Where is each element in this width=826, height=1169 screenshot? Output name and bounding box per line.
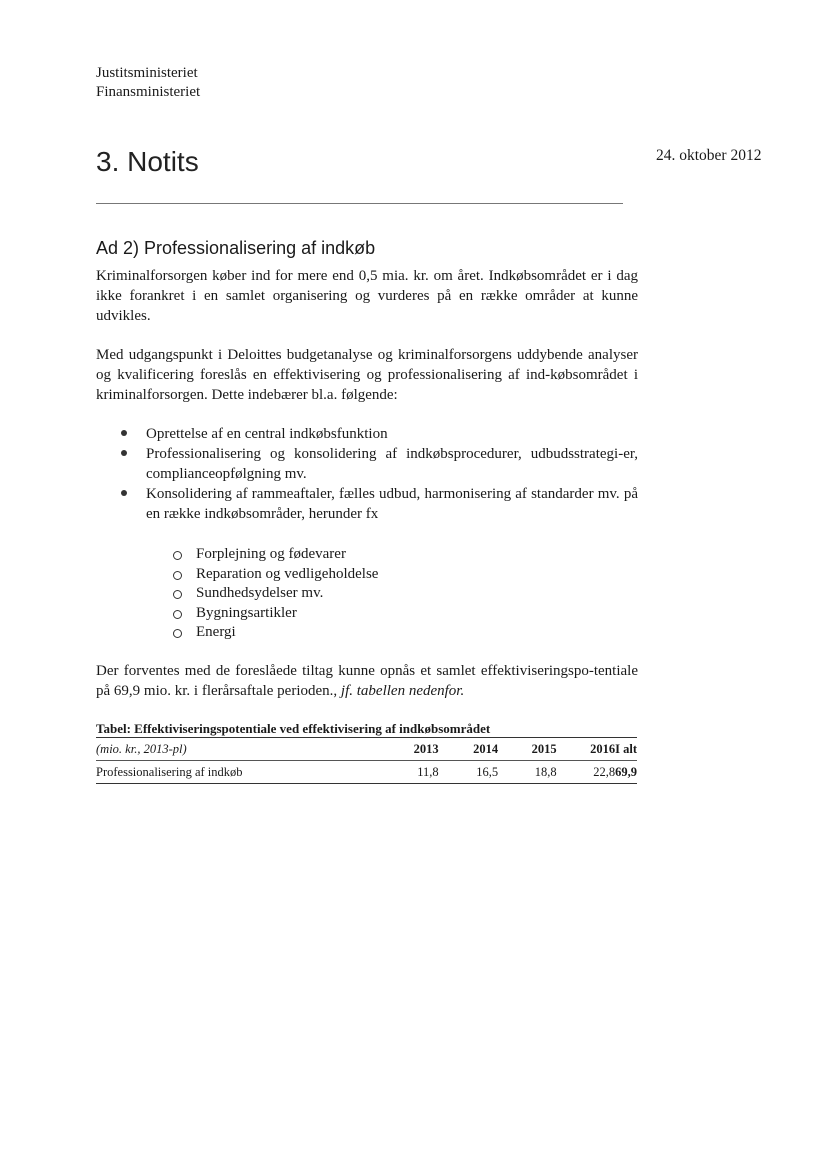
sub-bullet-list [96,545,596,643]
paragraph-conclusion [96,661,638,701]
document-date: 24. oktober 2012 [656,147,762,164]
bullet-text: Oprettelse af en central indkøbsfunktion [146,426,388,442]
list-item [96,444,638,484]
table-cell: 22,8 [593,764,616,779]
table-cell: 16,5 [476,764,499,779]
circle-bullet-icon [173,571,182,580]
circle-bullet-icon [173,551,182,560]
conclusion-text: Der forventes med de foreslåede tiltag kunne opnås et samlet effektiviseringspo-tentiale på 69,9 mio. kr. i flerårsaftale perioden., [96,663,638,699]
bullet-dot-icon [121,450,127,456]
column-header: 2015 [531,741,557,756]
list-item [96,565,596,585]
sub-bullet-text: Forplejning og fødevarer [196,546,346,562]
section-heading: Ad 2) Professionalisering af indkøb [96,238,376,258]
paragraph-proposal: Med udgangspunkt i Deloittes budgetanalyse og kriminalforsorgens uddybende analyser og kvalificering foreslås en effektivisering og professionalisering af ind-købsområdet i kriminalforsorgen. Dette indebærer bl.a. følgende: [96,347,638,403]
bullet-text: Professionalisering og konsolidering af indkøbsprocedurer, udbudsstrategi-er, complianceopfølgning mv. [146,446,638,482]
list-item [96,584,596,604]
bullet-dot-icon [121,490,127,496]
bullet-list [96,424,638,524]
row-label: Professionalisering af indkøb [96,764,243,779]
circle-bullet-icon [173,610,182,619]
column-header: 2013 [413,741,439,756]
list-item [96,623,596,643]
bullet-dot-icon [121,430,127,436]
sub-bullet-text: Reparation og vedligeholdelse [196,565,379,582]
column-header: 2016 [590,741,616,756]
savings-table [96,737,637,784]
table-cell: 11,8 [417,764,439,779]
column-header: 2014 [473,741,499,756]
list-item [96,604,596,624]
list-item [96,484,638,524]
ministry-finance: Finansministeriet [96,84,201,100]
sub-bullet-text: Bygningsartikler [196,604,297,621]
sub-bullet-text: Energi [196,624,236,641]
list-item [96,545,596,565]
table-header-row [96,738,637,761]
table-caption: Tabel: Effektiviseringspotentiale ved effektivisering af indkøbsområdet [96,721,491,736]
circle-bullet-icon [173,590,182,599]
page-title: 3. Notits [96,146,199,177]
paragraph-intro: Kriminalforsorgen køber ind for mere end 0,5 mia. kr. om året. Indkøbsområdet er i dag ikke forankret i en samlet organisering og vurderes på en række områder at kunne udvikles. [96,268,638,324]
ministry-names [96,64,200,102]
circle-bullet-icon [173,629,182,638]
list-item [96,424,638,444]
title-divider [96,203,623,204]
sub-bullet-text: Sundhedsydelser mv. [196,585,324,602]
ministry-justice: Justitsministeriet [96,65,198,81]
table-unit-label: (mio. kr., 2013-pl) [96,741,187,756]
bullet-text: Konsolidering af rammeaftaler, fælles udbud, harmonisering af standarder mv. på en række indkøbsområder, herunder fx [146,486,638,522]
column-header-total: I alt [615,741,637,756]
table-row [96,761,637,784]
table-reference: jf. tabellen nedenfor. [340,683,465,699]
table-cell-total: 69,9 [615,764,637,779]
table-cell: 18,8 [534,764,557,779]
